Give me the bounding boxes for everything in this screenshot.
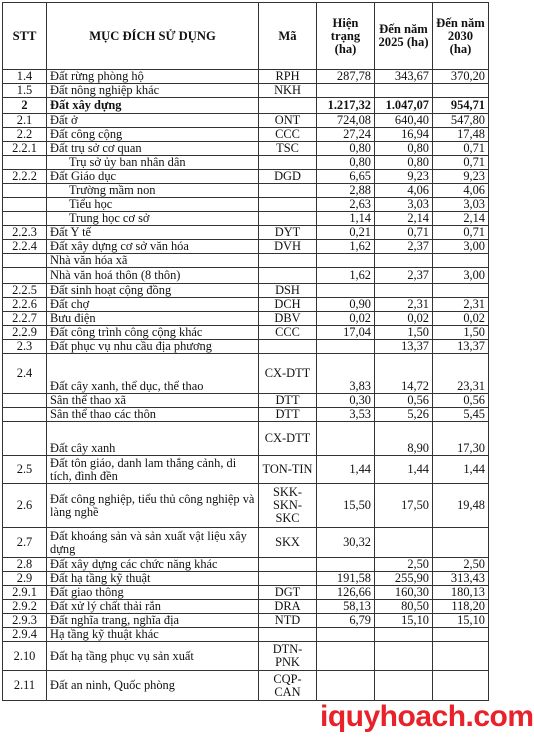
row-purpose: Đất phục vụ nhu cầu địa phương [47,340,259,354]
row-code: NTD [259,614,317,628]
row-2030 [433,84,489,98]
row-hien-trang [317,628,375,642]
row-2030: 0,56 [433,394,489,408]
row-hien-trang [317,558,375,572]
row-stt [3,268,47,284]
row-2025 [375,642,433,671]
row-purpose: Đất sinh hoạt cộng đồng [47,284,259,298]
row-purpose: Đất trụ sở cơ quan [47,142,259,156]
row-2030: 2,14 [433,212,489,226]
row-purpose: Đất hạ tầng phục vụ sản xuất [47,642,259,671]
row-2025: 3,03 [375,198,433,212]
table-row [3,70,489,84]
row-code: ONT [259,114,317,128]
table-row [3,284,489,298]
row-code: DTT [259,408,317,422]
row-2030: 118,20 [433,600,489,614]
row-2025 [375,84,433,98]
row-stt: 2.8 [3,558,47,572]
row-hien-trang: 6,79 [317,614,375,628]
table-row [3,408,489,422]
row-purpose: Đất công cộng [47,128,259,142]
row-2030: 313,43 [433,572,489,586]
land-use-table [2,2,489,701]
row-stt: 2.9.1 [3,586,47,600]
table-row [3,184,489,198]
row-code: DTN-PNK [259,642,317,671]
row-code [259,212,317,226]
row-hien-trang: 724,08 [317,114,375,128]
row-hien-trang: 0,80 [317,142,375,156]
row-2025: 343,67 [375,70,433,84]
row-code [259,558,317,572]
row-2030: 0,02 [433,312,489,326]
row-hien-trang: 2,63 [317,198,375,212]
row-2025: 17,50 [375,484,433,528]
row-hien-trang: 0,21 [317,226,375,240]
row-code: DBV [259,312,317,326]
row-code: CQP-CAN [259,671,317,701]
row-2030: 15,10 [433,614,489,628]
row-2025: 0,80 [375,156,433,170]
row-2030: 3,03 [433,198,489,212]
row-stt [3,184,47,198]
row-2025: 255,90 [375,572,433,586]
row-hien-trang [317,642,375,671]
row-stt: 2.11 [3,671,47,701]
row-2030: 5,45 [433,408,489,422]
header-nam-2025: Đến năm 2025 (ha) [375,3,433,70]
row-code: DTT [259,394,317,408]
row-stt: 2.2.3 [3,226,47,240]
row-stt: 2.2.1 [3,142,47,156]
row-stt: 2.4 [3,354,47,394]
row-purpose: Nhà văn hoá thôn (8 thôn) [47,268,259,284]
row-code [259,198,317,212]
row-stt [3,422,47,456]
row-2025: 16,94 [375,128,433,142]
row-2030 [433,628,489,642]
row-2030: 19,48 [433,484,489,528]
row-hien-trang: 27,24 [317,128,375,142]
row-code: SKK-SKN-SKC [259,484,317,528]
row-purpose: Đất khoáng sản và sản xuất vật liệu xây dựng [47,528,259,558]
row-2030: 23,31 [433,354,489,394]
row-stt: 2.2.2 [3,170,47,184]
table-row [3,240,489,254]
row-2025: 2,50 [375,558,433,572]
row-hien-trang: 191,58 [317,572,375,586]
row-stt: 2.3 [3,340,47,354]
row-2030: 2,50 [433,558,489,572]
row-stt: 2 [3,98,47,114]
row-2025: 1,44 [375,456,433,484]
row-hien-trang: 1,62 [317,240,375,254]
table-row [3,226,489,240]
row-code [259,340,317,354]
table-row [3,98,489,114]
row-code: DCH [259,298,317,312]
row-hien-trang: 6,65 [317,170,375,184]
row-2025: 0,71 [375,226,433,240]
table-row [3,254,489,268]
row-purpose: Đất xử lý chất thải rắn [47,600,259,614]
table-row [3,298,489,312]
row-stt [3,408,47,422]
row-stt: 2.2.5 [3,284,47,298]
row-stt: 2.9.2 [3,600,47,614]
row-2025: 0,56 [375,394,433,408]
row-hien-trang: 0,02 [317,312,375,326]
row-code [259,98,317,114]
row-hien-trang: 15,50 [317,484,375,528]
row-stt [3,198,47,212]
table-row [3,340,489,354]
row-2030 [433,284,489,298]
row-2030 [433,254,489,268]
row-purpose: Bưu điện [47,312,259,326]
row-hien-trang [317,284,375,298]
row-purpose: Trụ sở ủy ban nhân dân [47,156,259,170]
row-code: DYT [259,226,317,240]
row-purpose: Đất tôn giáo, danh lam thắng cảnh, di tích, đình đền [47,456,259,484]
row-purpose: Đất cây xanh [47,422,259,456]
row-2025: 1,50 [375,326,433,340]
row-purpose: Đất chợ [47,298,259,312]
row-code: CX-DTT [259,422,317,456]
row-hien-trang: 0,80 [317,156,375,170]
row-hien-trang: 30,32 [317,528,375,558]
row-2030: 0,71 [433,142,489,156]
row-stt: 2.2.7 [3,312,47,326]
table-row [3,628,489,642]
table-body [3,70,489,701]
row-2025: 640,40 [375,114,433,128]
table-header-row [3,3,489,70]
row-purpose: Đất xây dựng [47,98,259,114]
row-purpose: Đất Giáo dục [47,170,259,184]
row-stt [3,394,47,408]
row-purpose: Đất xây dựng các chức năng khác [47,558,259,572]
row-stt: 2.6 [3,484,47,528]
row-2025: 13,37 [375,340,433,354]
table-row [3,84,489,98]
row-2030 [433,528,489,558]
row-purpose: Đất ở [47,114,259,128]
row-2025: 14,72 [375,354,433,394]
row-2030: 1,50 [433,326,489,340]
table-row [3,586,489,600]
row-hien-trang: 17,04 [317,326,375,340]
header-ma: Mã [259,3,317,70]
row-2030: 954,71 [433,98,489,114]
table-row [3,312,489,326]
row-2030: 3,00 [433,268,489,284]
row-stt: 1.4 [3,70,47,84]
row-2025 [375,254,433,268]
row-stt [3,254,47,268]
row-code: DRA [259,600,317,614]
row-2025: 1.047,07 [375,98,433,114]
row-code: RPH [259,70,317,84]
row-2025 [375,528,433,558]
row-hien-trang: 0,30 [317,394,375,408]
row-code: DVH [259,240,317,254]
table-row [3,422,489,456]
row-2030: 17,30 [433,422,489,456]
row-stt: 2.9.3 [3,614,47,628]
row-2030: 2,31 [433,298,489,312]
row-2025: 8,90 [375,422,433,456]
row-hien-trang: 3,83 [317,354,375,394]
row-purpose: Đất công nghiệp, tiểu thủ công nghiệp và làng nghề [47,484,259,528]
watermark-logo: iquyhoach.com [320,700,534,733]
header-muc-dich: MỤC ĐÍCH SỬ DỤNG [47,3,259,70]
row-2030: 13,37 [433,340,489,354]
row-code [259,572,317,586]
row-purpose: Đất nghĩa trang, nghĩa địa [47,614,259,628]
row-stt: 2.2.6 [3,298,47,312]
table-row [3,156,489,170]
row-2025: 160,30 [375,586,433,600]
row-2030: 3,00 [433,240,489,254]
row-2030: 0,71 [433,156,489,170]
row-2025: 15,10 [375,614,433,628]
row-2030: 180,13 [433,586,489,600]
row-2025: 2,37 [375,268,433,284]
header-nam-2030: Đến năm 2030 (ha) [433,3,489,70]
row-purpose: Sân thể thao xã [47,394,259,408]
table-row [3,354,489,394]
header-stt: STT [3,3,47,70]
row-stt: 2.5 [3,456,47,484]
row-code [259,156,317,170]
table-row [3,600,489,614]
row-stt: 2.2.9 [3,326,47,340]
land-use-table-page [2,2,488,701]
row-2030: 17,48 [433,128,489,142]
row-hien-trang: 58,13 [317,600,375,614]
row-purpose: Đất hạ tầng kỹ thuật [47,572,259,586]
row-hien-trang: 2,88 [317,184,375,198]
row-code: TSC [259,142,317,156]
row-2025: 2,14 [375,212,433,226]
table-row [3,394,489,408]
row-purpose: Đất an ninh, Quốc phòng [47,671,259,701]
row-purpose: Đất giao thông [47,586,259,600]
table-row [3,326,489,340]
row-2025: 4,06 [375,184,433,198]
row-stt [3,156,47,170]
table-row [3,212,489,226]
row-hien-trang [317,422,375,456]
row-code: CX-DTT [259,354,317,394]
row-hien-trang: 1,62 [317,268,375,284]
row-purpose: Đất nông nghiệp khác [47,84,259,98]
table-row [3,128,489,142]
row-purpose: Đất cây xanh, thể dục, thể thao [47,354,259,394]
row-stt: 2.9.4 [3,628,47,642]
row-2030: 0,71 [433,226,489,240]
row-stt: 1.5 [3,84,47,98]
row-hien-trang [317,340,375,354]
row-stt: 2.7 [3,528,47,558]
row-code [259,628,317,642]
row-2025: 2,31 [375,298,433,312]
table-row [3,484,489,528]
table-row [3,456,489,484]
row-stt: 2.2 [3,128,47,142]
row-2025 [375,284,433,298]
row-stt: 2.10 [3,642,47,671]
row-purpose: Sân thể thao các thôn [47,408,259,422]
row-stt: 2.9 [3,572,47,586]
table-row [3,114,489,128]
table-row [3,170,489,184]
row-purpose: Đất Y tế [47,226,259,240]
row-code: CCC [259,326,317,340]
row-2025: 0,80 [375,142,433,156]
row-purpose: Trung học cơ sở [47,212,259,226]
row-hien-trang: 1,14 [317,212,375,226]
row-stt: 2.2.4 [3,240,47,254]
row-code [259,184,317,198]
row-purpose: Tiểu học [47,198,259,212]
row-2030: 1,44 [433,456,489,484]
row-2025: 80,50 [375,600,433,614]
row-code: CCC [259,128,317,142]
table-row [3,572,489,586]
row-code [259,254,317,268]
row-hien-trang: 3,53 [317,408,375,422]
row-2025: 0,02 [375,312,433,326]
table-row [3,198,489,212]
row-code: SKX [259,528,317,558]
table-row [3,558,489,572]
row-code: NKH [259,84,317,98]
row-purpose: Hạ tầng kỹ thuật khác [47,628,259,642]
row-hien-trang: 1.217,32 [317,98,375,114]
row-2030 [433,642,489,671]
row-2025: 2,37 [375,240,433,254]
row-hien-trang: 1,44 [317,456,375,484]
row-code: DSH [259,284,317,298]
row-hien-trang: 126,66 [317,586,375,600]
row-code: DGT [259,586,317,600]
row-code [259,268,317,284]
table-row [3,642,489,671]
row-hien-trang [317,254,375,268]
row-purpose: Nhà văn hóa xã [47,254,259,268]
row-purpose: Đất xây dựng cơ sở văn hóa [47,240,259,254]
table-row [3,142,489,156]
table-row [3,268,489,284]
row-stt [3,212,47,226]
row-2025: 9,23 [375,170,433,184]
row-hien-trang: 287,78 [317,70,375,84]
row-hien-trang [317,84,375,98]
row-2025 [375,628,433,642]
table-row [3,614,489,628]
row-stt: 2.1 [3,114,47,128]
row-code: TON-TIN [259,456,317,484]
row-2030: 4,06 [433,184,489,198]
row-2030: 370,20 [433,70,489,84]
header-hien-trang: Hiện trạng (ha) [317,3,375,70]
row-purpose: Trường mầm non [47,184,259,198]
row-code: DGD [259,170,317,184]
row-hien-trang: 0,90 [317,298,375,312]
row-2025: 5,26 [375,408,433,422]
row-purpose: Đất rừng phòng hộ [47,70,259,84]
row-2030: 547,80 [433,114,489,128]
row-2030: 9,23 [433,170,489,184]
row-purpose: Đất công trình công cộng khác [47,326,259,340]
table-row [3,528,489,558]
